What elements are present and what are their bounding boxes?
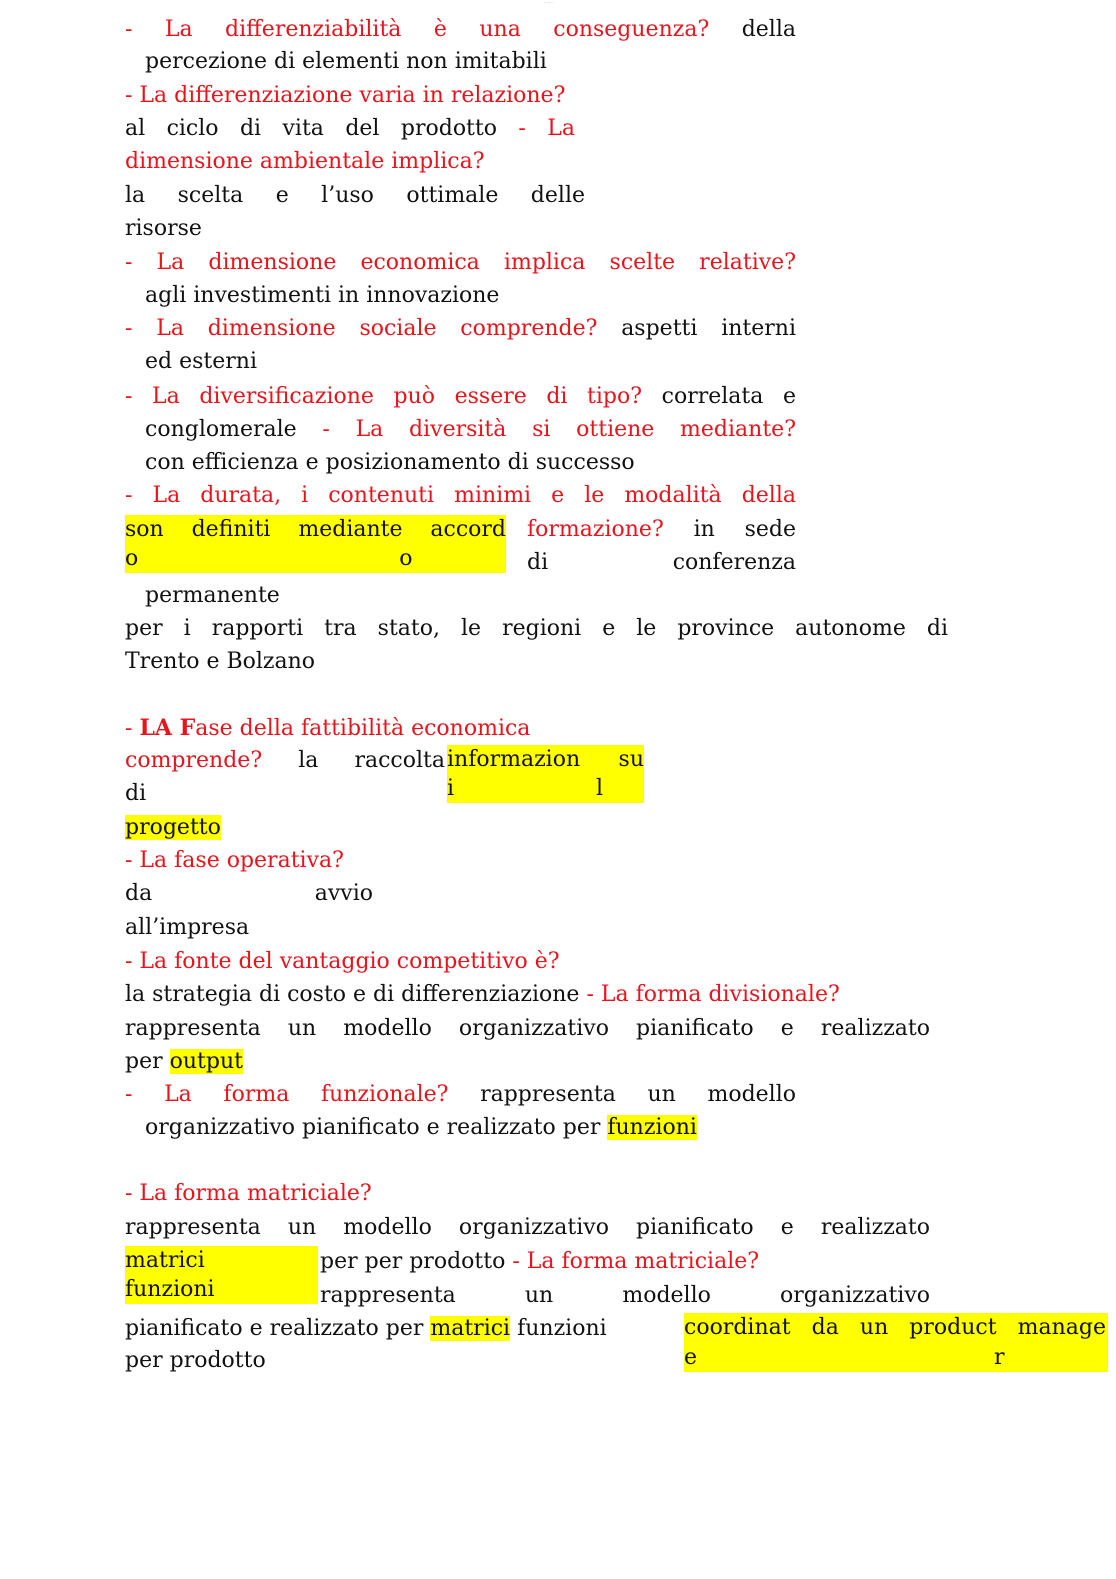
answer-line: da avvio <box>125 881 373 906</box>
question: - La diversificazione può essere di tipo? <box>125 384 643 409</box>
mixed-line <box>125 115 575 143</box>
answer-line: Trento e Bolzano <box>125 649 316 674</box>
answer-line: per prodotto <box>125 1348 266 1373</box>
answer-line: la scelta e l’uso ottimale delle <box>125 183 585 208</box>
page-header-mark: ······· <box>544 0 553 5</box>
answer: funzioni <box>510 1316 607 1341</box>
mixed-line <box>125 1081 796 1109</box>
answer: pianificato e realizzato per <box>125 1316 431 1341</box>
highlighted-text: o o <box>125 546 413 571</box>
answer-line: ed esterni <box>145 349 257 374</box>
question: comprende? <box>125 748 263 773</box>
question-line: - La forma matriciale? <box>125 1181 372 1206</box>
answer-line: rappresenta un modello organizzativo pianificato e realizzato <box>125 1016 930 1041</box>
highlighted-text: funzioni <box>125 1277 215 1302</box>
highlighted-text: e r <box>684 1345 1005 1370</box>
answer: aspetti interni <box>597 316 796 341</box>
highlighted-text: matrici <box>125 1248 205 1273</box>
answer: conglomerale <box>145 417 323 442</box>
answer-line: all’impresa <box>125 915 250 940</box>
mixed-line <box>145 416 796 444</box>
question: - La forma matriciale? <box>512 1249 760 1274</box>
highlighted-text: funzioni <box>607 1115 697 1140</box>
answer-line: con efficienza e posizionamento di successo <box>145 450 635 475</box>
highlighted-text: informazion su <box>447 747 644 772</box>
mixed-line <box>125 383 796 411</box>
dash: - <box>125 716 140 741</box>
bold-text: LA F <box>139 715 196 741</box>
answer-line: risorse <box>125 216 202 241</box>
answer: in sede <box>663 517 796 542</box>
question-line: - La dimensione economica implica scelte relative? <box>125 250 796 275</box>
question: - La <box>497 116 575 141</box>
question-line: dimensione ambientale implica? <box>125 149 485 174</box>
question-line: - La fase operativa? <box>125 848 344 873</box>
answer-line: di conferenza <box>527 550 796 575</box>
answer: correlata e <box>642 384 796 409</box>
highlight-block <box>447 745 644 803</box>
answer-line: rappresenta un modello organizzativo <box>320 1283 930 1308</box>
answer: per <box>125 1049 170 1074</box>
mixed-line <box>125 747 445 775</box>
answer: la strategia di costo e di differenziazione <box>125 982 587 1007</box>
answer: organizzativo pianificato e realizzato per <box>145 1115 608 1140</box>
answer: rappresenta un modello <box>448 1082 796 1107</box>
answer-line <box>145 1114 697 1142</box>
mixed-line <box>527 516 796 544</box>
highlighted-text: output <box>169 1049 243 1074</box>
highlighted-text: son definiti mediante accord <box>125 517 506 542</box>
mixed-line <box>125 315 796 343</box>
question-line: - La differenziazione varia in relazione? <box>125 83 566 108</box>
answer-line: percezione di elementi non imitabili <box>145 49 547 74</box>
answer: per per prodotto <box>320 1249 513 1274</box>
highlighted-text: matrici <box>430 1316 511 1341</box>
question: - La diversità si ottiene mediante? <box>322 417 796 442</box>
question: - La dimensione sociale comprende? <box>125 316 598 341</box>
answer-line: permanente <box>145 583 280 608</box>
question: - La forma divisionale? <box>586 982 840 1007</box>
question: - La differenziabilità è una conseguenza? <box>125 17 710 42</box>
answer-line: rappresenta un modello organizzativo pianificato e realizzato <box>125 1215 930 1240</box>
highlight-block <box>125 1246 318 1304</box>
highlighted-text: coordinat da un product manage <box>684 1315 1106 1340</box>
question: formazione? <box>527 517 664 542</box>
highlight-block <box>125 515 506 573</box>
mixed-line <box>125 981 840 1009</box>
highlighted-text: i l <box>447 776 604 801</box>
answer-line: di <box>125 781 147 806</box>
answer-line <box>125 1315 607 1343</box>
question-line: - La fonte del vantaggio competitivo è? <box>125 949 560 974</box>
answer-line: agli investimenti in innovazione <box>145 283 500 308</box>
answer-line: per i rapporti tra stato, le regioni e le province autonome di <box>125 616 948 641</box>
answer-line <box>125 1048 243 1076</box>
mixed-line <box>320 1248 759 1276</box>
highlighted-text: progetto <box>125 815 221 840</box>
question: ase della fattibilità economica <box>195 716 531 741</box>
question-line <box>125 714 530 742</box>
highlight-block <box>684 1313 1108 1372</box>
answer: al ciclo di vita del prodotto <box>125 116 497 141</box>
answer: della <box>709 17 796 42</box>
question-line: - La durata, i contenuti minimi e le modalità della <box>125 483 796 508</box>
qa-differenziabilita <box>125 16 796 44</box>
question: - La forma funzionale? <box>125 1082 449 1107</box>
answer: la raccolta <box>262 748 445 773</box>
